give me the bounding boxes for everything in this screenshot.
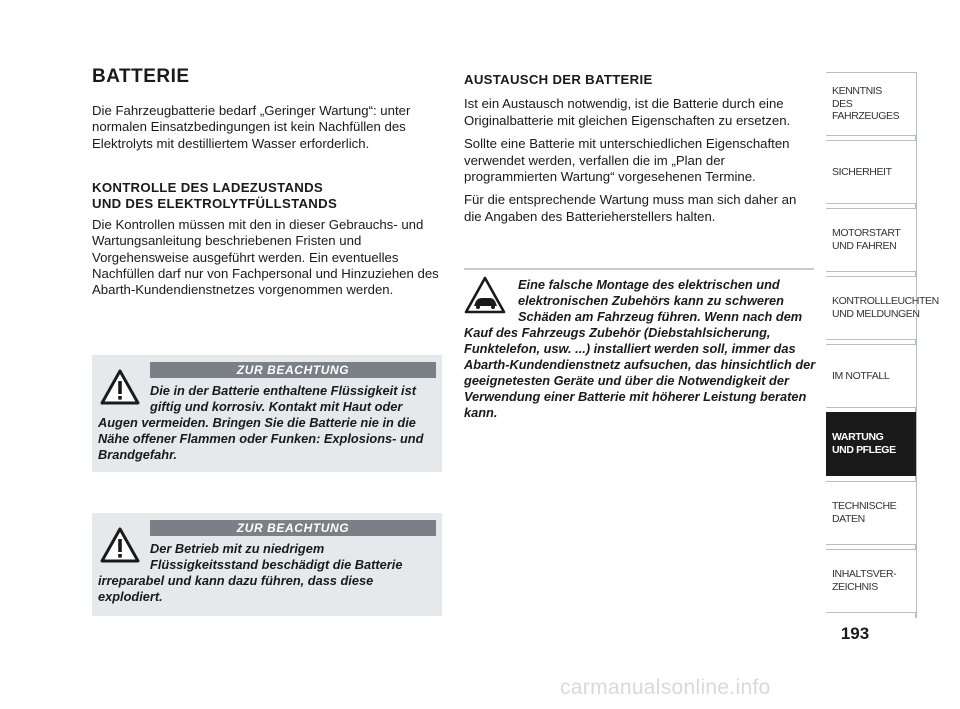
divider [464, 268, 814, 270]
page-title: BATTERIE [92, 66, 190, 87]
replace-paragraph-3: Für die entsprechende Wartung muss man sich daher an die Angaben des Batterieherstellers halten. [464, 192, 797, 224]
tab-inhaltsverzeichnis[interactable]: INHALTSVER- ZEICHNIS [826, 549, 916, 613]
replace-paragraph-1: Ist ein Austausch notwendig, ist die Batterie durch eine Originalbatterie mit gleichen Eigenschaften zu ersetzen. [464, 96, 791, 128]
replace-heading: AUSTAUSCH DER BATTERIE [464, 72, 653, 87]
page-number: 193 [840, 624, 870, 643]
replace-section [464, 72, 816, 225]
tab-motorstart[interactable]: MOTORSTART UND FAHREN [826, 208, 916, 272]
check-section [92, 180, 442, 299]
warning-box-2 [92, 513, 442, 616]
watermark: carmanualsonline.info [560, 676, 771, 699]
warning-text: Der Betrieb mit zu niedrigem Flüssigkeitsstand beschädigt die Batterie irreparabel und kann dazu führen, dass diese explodiert. [98, 541, 403, 604]
warning-box-1 [92, 355, 442, 472]
tab-technische-daten[interactable]: TECHNISCHE DATEN [826, 481, 916, 545]
tab-wartung[interactable]: WARTUNG UND PFLEGE [826, 412, 916, 476]
warning-banner: ZUR BEACHTUNG [150, 362, 436, 378]
tab-kenntnis[interactable]: KENNTNIS DES FAHRZEUGES [826, 72, 916, 136]
replace-paragraph-2: Sollte eine Batterie mit unterschiedlichen Eigenschaften verwendet werden, verfallen die im „Plan der programmierten Wartung“ vorgesehenen Termine. [464, 136, 790, 185]
warning-text: Die in der Batterie enthaltene Flüssigkeit ist giftig und korrosiv. Kontakt mit Haut oder Augen vermeiden. Bringen Sie die Batterie nie in die Nähe offener Flammen oder Funken: Explosions- und Brandgefahr. [98, 383, 424, 462]
check-heading-line2: UND DES ELEKTROLYTFÜLLSTANDS [92, 196, 338, 212]
check-heading-line1: KONTROLLE DES LADEZUSTANDS [92, 180, 324, 195]
check-body: Die Kontrollen müssen mit den in dieser Gebrauchs- und Wartungsanleitung beschriebenen Fristen und Vorgehensweise ausgeführt werden. Ein eventuelles Nachfüllen darf nur von Fachpersonal und Hinzuziehen des Abarth-Kundendienstnetzes vorgenommen werden. [92, 216, 439, 298]
accessory-note: Eine falsche Montage des elektrischen und elektronischen Zubehörs kann zu schweren Schäden am Fahrzeug führen. Wenn nach dem Kauf des Fahrzeugs Zubehör (Diebstahlsicherung, Funktelefon, usw. ...) installiert werden soll, immer das Abarth-Kundendienstnetz aufsuchen, das hinsichtlich der geeignetesten Geräte und über die Notwendigkeit der Verwendung einer Batterie mit höherer Leistung beraten kann. [464, 277, 816, 420]
intro-paragraph: Die Fahrzeugbatterie bedarf „Geringer Wartung“: unter normalen Einsatzbedingungen ist kein Nachfüllen des Elektrolyts mit destilliertem Wasser erforderlich. [92, 103, 411, 151]
tab-sicherheit[interactable]: SICHERHEIT [826, 140, 916, 204]
tab-im-notfall[interactable]: IM NOTFALL [826, 344, 916, 408]
tab-kontrollleuchten[interactable]: KONTROLLLEUCHTEN UND MELDUNGEN [826, 276, 916, 340]
warning-banner: ZUR BEACHTUNG [150, 520, 436, 536]
